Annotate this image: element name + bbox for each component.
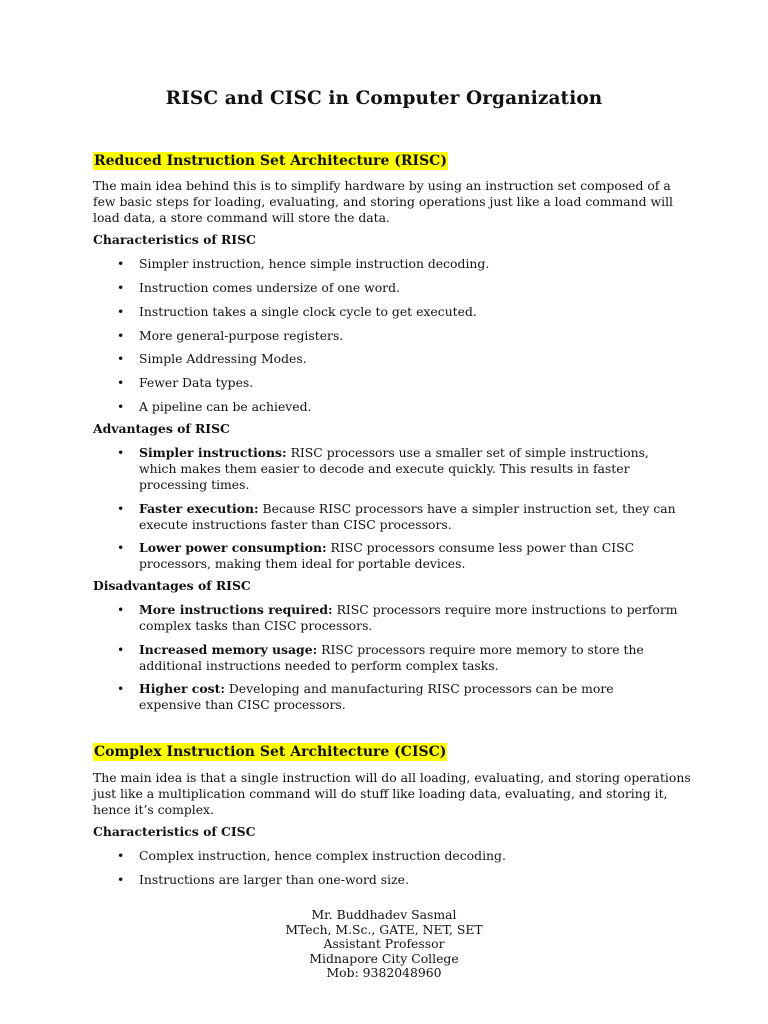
page-title: RISC and CISC in Computer Organization bbox=[165, 88, 603, 109]
bullet-icon: • bbox=[117, 501, 125, 516]
risc-disadvantages-heading: Disadvantages of RISC bbox=[93, 578, 251, 593]
bullet-icon: • bbox=[117, 445, 125, 460]
bullet-icon: • bbox=[117, 642, 125, 657]
risc-section-heading: Reduced Instruction Set Architecture (RISC) bbox=[94, 153, 447, 169]
list-item-text: Instruction takes a single clock cycle to get executed. bbox=[139, 304, 477, 319]
list-item-term: Simpler instructions: bbox=[139, 445, 287, 460]
bullet-icon: • bbox=[117, 351, 125, 366]
footer-position: Assistant Professor bbox=[323, 936, 445, 951]
list-item-text: Simple Addressing Modes. bbox=[139, 351, 307, 366]
list-item-text bbox=[139, 602, 679, 634]
list-item-description: RISC processors require more memory to store the additional instructions needed to perform complex tasks. bbox=[139, 642, 644, 673]
list-item bbox=[117, 642, 677, 674]
list-item bbox=[117, 540, 677, 572]
list-item-text: Instruction comes undersize of one word. bbox=[139, 280, 400, 295]
footer-college: Midnapore City College bbox=[309, 950, 459, 966]
list-item-term: Higher cost: bbox=[139, 681, 225, 696]
bullet-icon: • bbox=[117, 375, 125, 390]
list-item-description: Developing and manufacturing RISC processors can be more expensive than CISC processors. bbox=[139, 681, 614, 712]
footer-qualifications: MTech, M.Sc., GATE, NET, SET bbox=[285, 921, 483, 937]
cisc-section-heading: Complex Instruction Set Architecture (CISC) bbox=[94, 744, 447, 760]
list-item bbox=[117, 602, 677, 634]
list-item-term: Faster execution: bbox=[139, 501, 259, 516]
bullet-icon: • bbox=[117, 872, 125, 887]
bullet-icon: • bbox=[117, 304, 125, 319]
risc-advantages-heading: Advantages of RISC bbox=[93, 421, 230, 436]
cisc-intro-paragraph: The main idea is that a single instruction will do all loading, evaluating, and storing operations just like a multiplication command will do stuff like loading data, evaluating, and storing it, hence it’s complex. bbox=[93, 770, 691, 817]
cisc-characteristics-heading: Characteristics of CISC bbox=[93, 824, 256, 839]
risc-characteristics-heading: Characteristics of RISC bbox=[93, 232, 256, 247]
bullet-icon: • bbox=[117, 328, 125, 343]
bullet-icon: • bbox=[117, 399, 125, 414]
list-item-text bbox=[139, 681, 679, 713]
list-item-text bbox=[139, 501, 679, 533]
risc-intro-paragraph: The main idea behind this is to simplify hardware by using an instruction set composed of a few basic steps for loading, evaluating, and storing operations just like a load command will load data, a store command will store the data. bbox=[93, 178, 673, 225]
list-item-description: RISC processors consume less power than CISC processors, making them ideal for portable devices. bbox=[139, 540, 635, 571]
list-item bbox=[117, 445, 677, 493]
list-item bbox=[117, 501, 677, 533]
list-item-text bbox=[139, 540, 679, 572]
list-item-text: Fewer Data types. bbox=[139, 375, 254, 390]
list-item-term: Lower power consumption: bbox=[139, 540, 327, 555]
list-item-term: Increased memory usage: bbox=[139, 642, 318, 657]
list-item-term: More instructions required: bbox=[139, 602, 333, 617]
bullet-icon: • bbox=[117, 681, 125, 696]
list-item bbox=[117, 681, 677, 713]
list-item-text: Complex instruction, hence complex instruction decoding. bbox=[139, 848, 506, 863]
bullet-icon: • bbox=[117, 280, 125, 295]
list-item-description: RISC processors use a smaller set of simple instructions, which makes them easier to decode and execute quickly. This results in faster processing times. bbox=[139, 445, 649, 492]
bullet-icon: • bbox=[117, 848, 125, 863]
list-item-description: RISC processors require more instructions to perform complex tasks than CISC processors. bbox=[139, 602, 678, 633]
footer-author-name: Mr. Buddhadev Sasmal bbox=[311, 907, 457, 922]
list-item-text bbox=[139, 445, 679, 493]
list-item-text: Simpler instruction, hence simple instruction decoding. bbox=[139, 256, 490, 271]
page-footer bbox=[0, 908, 768, 981]
footer-mobile: Mob: 9382048960 bbox=[326, 965, 442, 980]
bullet-icon: • bbox=[117, 602, 125, 617]
bullet-icon: • bbox=[117, 256, 125, 271]
bullet-icon: • bbox=[117, 540, 125, 555]
list-item-text: More general-purpose registers. bbox=[139, 328, 344, 343]
list-item-text bbox=[139, 642, 679, 674]
list-item-description: Because RISC processors have a simpler instruction set, they can execute instructions faster than CISC processors. bbox=[139, 501, 676, 532]
list-item-text: A pipeline can be achieved. bbox=[139, 399, 312, 414]
list-item-text: Instructions are larger than one-word size. bbox=[139, 872, 409, 887]
